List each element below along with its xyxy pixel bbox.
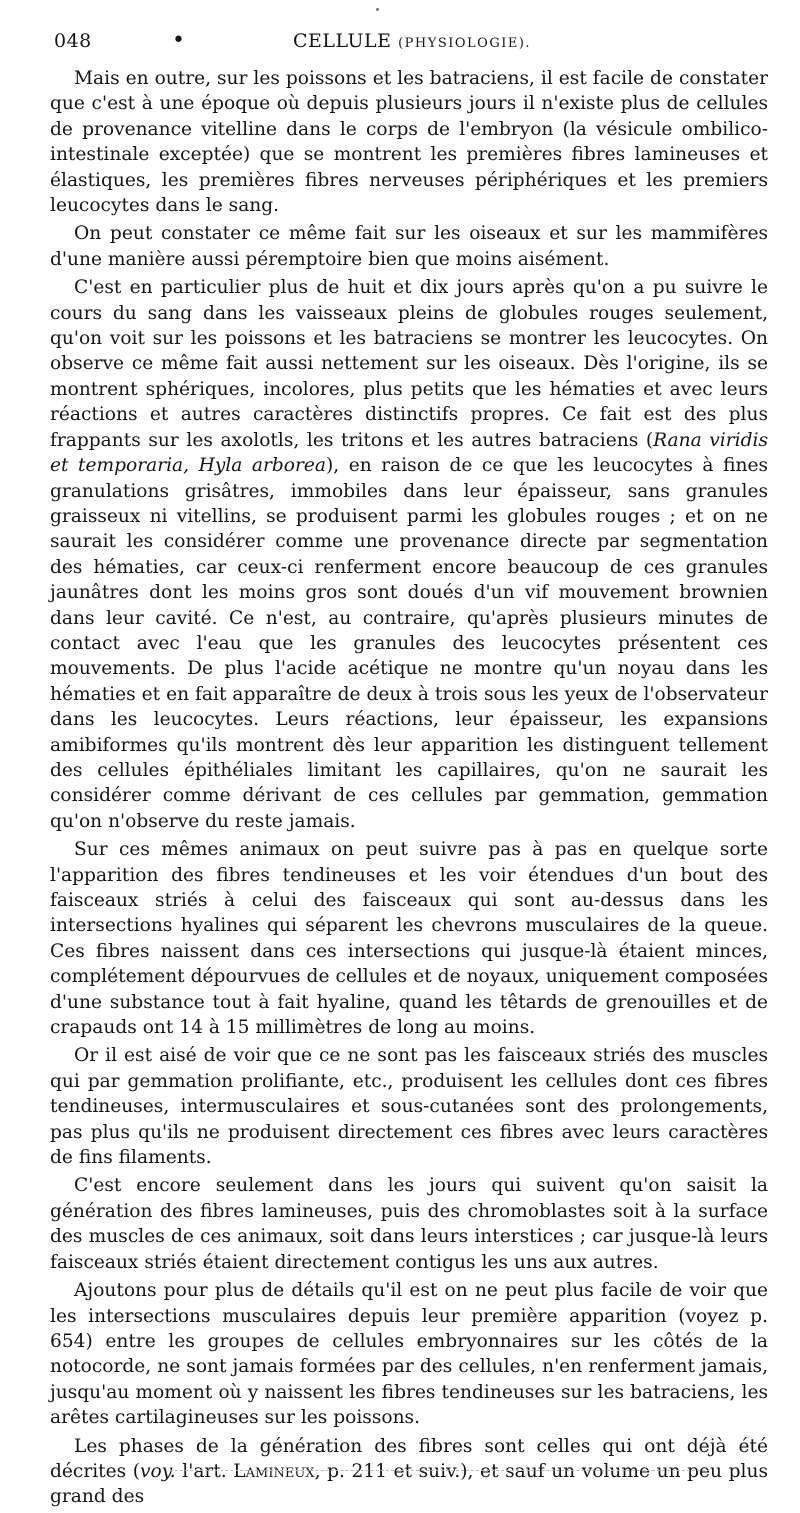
running-title-sub: (PHYSIOLOGIE). [398, 36, 532, 51]
cross-reference-lamineux: Lamineux [233, 1460, 315, 1482]
paragraph-8-text-after: , p. 211 et suiv.), et sauf un volume un peu plus grand des [50, 1460, 768, 1508]
paragraph-8 [50, 1434, 768, 1510]
paragraph-7: Ajoutons pour plus de détails qu'il est on ne peut plus facile de voir que les intersections musculaires depuis leur première apparition (voyez p. 654) entre les groupes de cellules embryonnaires sur les côtés de la notocorde, ne sont jamais formées par des cellules, n'en renferment jamais, jusqu'au moment où y naissent les fibres tendineuses sur les batraciens, les arêtes cartilagineuses sur les poissons. [50, 1280, 768, 1429]
document-page [50, 0, 774, 1508]
bottom-dashed-rule [170, 1470, 710, 1471]
header-dot: • [172, 28, 186, 53]
page-number: 048 [54, 30, 92, 52]
running-title-main: CELLULE [292, 30, 392, 52]
running-head [50, 30, 774, 60]
paragraph-3 [50, 275, 768, 834]
paragraph-1: Mais en outre, sur les poissons et les batraciens, il est facile de constater que c'est à une époque où depuis plusieurs jours il n'existe plus de cellules de provenance vitelline dans le corps de l'embryon (la vésicule ombilico-intestinale exceptée) que se montrent les premières fibres lamineuses et élastiques, les premières fibres nerveuses périphériques et les premiers leucocytes dans le sang. [50, 68, 768, 217]
voy-abbrev: voy. [140, 1460, 176, 1482]
paragraph-4: Sur ces mêmes animaux on peut suivre pas à pas en quelque sorte l'apparition des fibres tendineuses et les voir étendues d'un bout des faisceaux striés à celui des faisceaux qui sont au-dessus dans les intersections hyalines qui séparent les chevrons musculaires de la queue. Ces fibres naissent dans ces intersections qui jusque-là étaient minces, complétement dépourvues de cellules et de noyaux, uniquement composées d'une substance tout à fait hyaline, quand les têtards de grenouilles et de crapauds ont 14 à 15 millimètres de long au moins. [50, 839, 768, 1039]
paragraph-8-text-before: Les phases de la génération des fibres sont celles qui ont déjà été décrites ( [50, 1435, 768, 1482]
paragraph-2: On peut constater ce même fait sur les oiseaux et sur les mammifères d'une manière aussi péremptoire bien que moins aisément. [50, 223, 768, 270]
paragraph-3-text-after: ), en raison de ce que les leucocytes à fines granulations grisâtres, immobiles dans leur épaisseur, sans granules graisseux ni vitellins, se produisent parmi les globules rouges ; et on ne saurait les considérer comme une provenance directe par segmentation des hématies, car ceux-ci renferment encore beaucoup de ces granules jaunâtres dont les moins gros sont doués d'un vif mouvement brownien dans leur cavité. Ce n'est, au contraire, qu'après plusieurs minutes de contact avec l'eau que les granules des leucocytes présentent ces mouvements. De plus l'acide acétique ne montre qu'un noyau dans les hématies et en fait apparaître de deux à trois sous les yeux de l'observateur dans les leucocytes. Leurs réactions, leur épaisseur, les expansions amibiformes qu'ils montrent dès leur apparition les distinguent tellement des cellules épithéliales limitant les capillaires, qu'on ne saurait les considérer comme dérivant de ces cellules par gemmation, gemmation qu'on n'observe du reste jamais. [50, 455, 768, 832]
paragraph-8-text-mid: l'art. [175, 1460, 234, 1482]
running-title [50, 30, 774, 52]
paragraph-5: Or il est aisé de voir que ce ne sont pas les faisceaux striés des muscles qui par gemmation prolifiante, etc., produisent les cellules dont ces fibres tendineuses, intermusculaires et sous-cutanées sont des prolongements, pas plus qu'ils ne produisent directement ces fibres avec leurs caractères de fins filaments. [50, 1045, 768, 1169]
species-names: Rana viridis et temporaria, Hyla arborea [50, 429, 768, 477]
body-text [50, 66, 768, 1513]
paragraph-3-text-before: C'est en particulier plus de huit et dix jours après qu'on a pu suivre le cours du sang dans les vaisseaux pleins de globules rouges seulement, qu'on voit sur les poissons et les batraciens se montrer les leucocytes. On observe ce même fait aussi nettement sur les oiseaux. Dès l'origine, ils se montrent sphériques, incolores, plus petits que les hématies et avec leurs réactions et autres caractères distinctifs propres. Ce fait est des plus frappants sur les axolotls, les tritons et les autres batraciens ( [50, 277, 768, 451]
paragraph-6: C'est encore seulement dans les jours qui suivent qu'on saisit la génération des fibres lamineuses, puis des chromoblastes soit à la surface des muscles de ces animaux, soit dans leurs interstices ; car jusque-là leurs faisceaux striés étaient directement contigus les uns aux autres. [50, 1175, 768, 1273]
